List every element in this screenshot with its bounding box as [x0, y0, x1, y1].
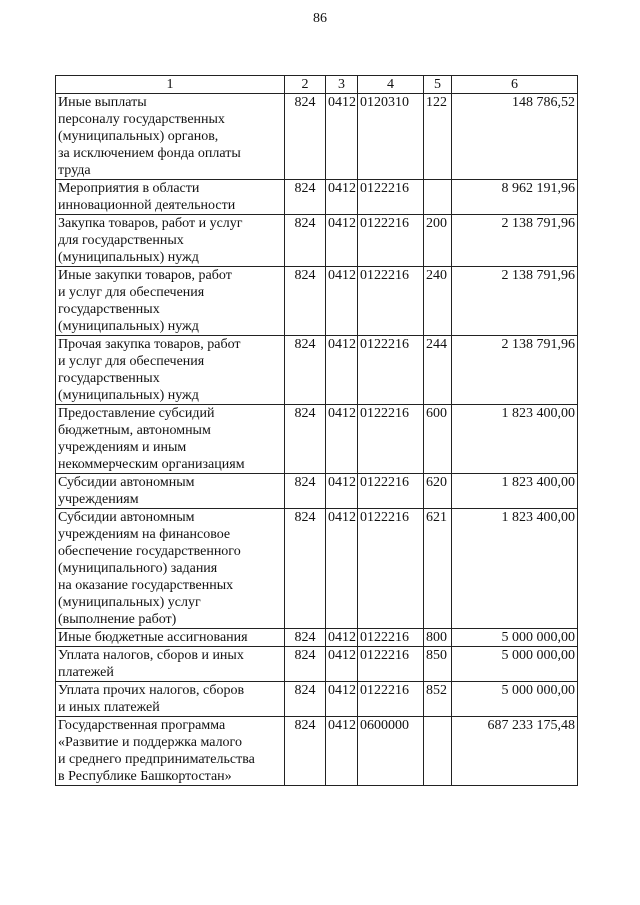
column-header: 2	[285, 76, 326, 94]
section-code-cell: 0412	[326, 336, 358, 405]
ministry-code-cell: 824	[285, 629, 326, 647]
table-row	[56, 629, 578, 647]
ministry-code-cell: 824	[285, 180, 326, 215]
table-row	[56, 474, 578, 509]
expense-type-cell	[424, 717, 452, 786]
section-code-cell: 0412	[326, 474, 358, 509]
ministry-code-cell: 824	[285, 267, 326, 336]
expense-name-cell: Иные закупки товаров, работ и услуг для обеспечения государственных (муниципальных) нужд	[56, 267, 285, 336]
expense-name-cell: Субсидии автономным учреждениям	[56, 474, 285, 509]
expense-name-cell: Иные выплаты персоналу государственных (муниципальных) органов, за исключением фонда оплаты труда	[56, 94, 285, 180]
target-article-cell: 0122216	[358, 474, 424, 509]
expense-name-cell: Предоставление субсидий бюджетным, автономным учреждениям и иным некоммерческим организациям	[56, 405, 285, 474]
amount-cell: 2 138 791,96	[452, 267, 578, 336]
table-row	[56, 94, 578, 180]
amount-cell: 5 000 000,00	[452, 647, 578, 682]
expense-type-cell: 244	[424, 336, 452, 405]
table-row	[56, 717, 578, 786]
amount-cell: 8 962 191,96	[452, 180, 578, 215]
amount-cell: 1 823 400,00	[452, 405, 578, 474]
table-header-row	[56, 76, 578, 94]
expense-name-cell: Уплата прочих налогов, сборов и иных платежей	[56, 682, 285, 717]
table-row	[56, 267, 578, 336]
section-code-cell: 0412	[326, 180, 358, 215]
target-article-cell: 0122216	[358, 647, 424, 682]
expense-type-cell: 620	[424, 474, 452, 509]
page-number: 86	[313, 11, 327, 26]
ministry-code-cell: 824	[285, 509, 326, 629]
amount-cell: 1 823 400,00	[452, 474, 578, 509]
expense-name-cell: Иные бюджетные ассигнования	[56, 629, 285, 647]
column-header: 6	[452, 76, 578, 94]
column-header: 4	[358, 76, 424, 94]
target-article-cell: 0122216	[358, 629, 424, 647]
section-code-cell: 0412	[326, 682, 358, 717]
expense-type-cell: 122	[424, 94, 452, 180]
ministry-code-cell: 824	[285, 717, 326, 786]
ministry-code-cell: 824	[285, 647, 326, 682]
amount-cell: 1 823 400,00	[452, 509, 578, 629]
expense-type-cell: 200	[424, 215, 452, 267]
expense-type-cell: 240	[424, 267, 452, 336]
table-row	[56, 682, 578, 717]
ministry-code-cell: 824	[285, 474, 326, 509]
expense-type-cell: 800	[424, 629, 452, 647]
target-article-cell: 0122216	[358, 180, 424, 215]
column-header: 3	[326, 76, 358, 94]
target-article-cell: 0120310	[358, 94, 424, 180]
amount-cell: 5 000 000,00	[452, 682, 578, 717]
section-code-cell: 0412	[326, 215, 358, 267]
expense-name-cell: Прочая закупка товаров, работ и услуг для обеспечения государственных (муниципальных) нужд	[56, 336, 285, 405]
table-row	[56, 180, 578, 215]
target-article-cell: 0122216	[358, 336, 424, 405]
table-row	[56, 215, 578, 267]
target-article-cell: 0600000	[358, 717, 424, 786]
expense-type-cell: 600	[424, 405, 452, 474]
expense-name-cell: Уплата налогов, сборов и иных платежей	[56, 647, 285, 682]
expense-name-cell: Субсидии автономным учреждениям на финансовое обеспечение государственного (муниципального) задания на оказание государственных (муниципальных) услуг (выполнение работ)	[56, 509, 285, 629]
section-code-cell: 0412	[326, 94, 358, 180]
section-code-cell: 0412	[326, 509, 358, 629]
column-header: 1	[56, 76, 285, 94]
amount-cell: 2 138 791,96	[452, 215, 578, 267]
section-code-cell: 0412	[326, 647, 358, 682]
table-row	[56, 336, 578, 405]
section-code-cell: 0412	[326, 629, 358, 647]
ministry-code-cell: 824	[285, 215, 326, 267]
amount-cell: 2 138 791,96	[452, 336, 578, 405]
ministry-code-cell: 824	[285, 682, 326, 717]
expense-name-cell: Государственная программа «Развитие и поддержка малого и среднего предпринимательства в Республике Башкортостан»	[56, 717, 285, 786]
table-row	[56, 509, 578, 629]
amount-cell: 687 233 175,48	[452, 717, 578, 786]
expense-name-cell: Закупка товаров, работ и услуг для государственных (муниципальных) нужд	[56, 215, 285, 267]
expense-type-cell: 850	[424, 647, 452, 682]
table-row	[56, 405, 578, 474]
table-body	[56, 94, 578, 786]
target-article-cell: 0122216	[358, 215, 424, 267]
ministry-code-cell: 824	[285, 94, 326, 180]
ministry-code-cell: 824	[285, 405, 326, 474]
table-row	[56, 647, 578, 682]
expense-type-cell: 621	[424, 509, 452, 629]
expense-type-cell	[424, 180, 452, 215]
section-code-cell: 0412	[326, 267, 358, 336]
section-code-cell: 0412	[326, 405, 358, 474]
ministry-code-cell: 824	[285, 336, 326, 405]
target-article-cell: 0122216	[358, 405, 424, 474]
target-article-cell: 0122216	[358, 267, 424, 336]
target-article-cell: 0122216	[358, 509, 424, 629]
section-code-cell: 0412	[326, 717, 358, 786]
expense-type-cell: 852	[424, 682, 452, 717]
budget-table	[55, 75, 578, 786]
column-header: 5	[424, 76, 452, 94]
target-article-cell: 0122216	[358, 682, 424, 717]
amount-cell: 5 000 000,00	[452, 629, 578, 647]
amount-cell: 148 786,52	[452, 94, 578, 180]
expense-name-cell: Мероприятия в области инновационной деятельности	[56, 180, 285, 215]
